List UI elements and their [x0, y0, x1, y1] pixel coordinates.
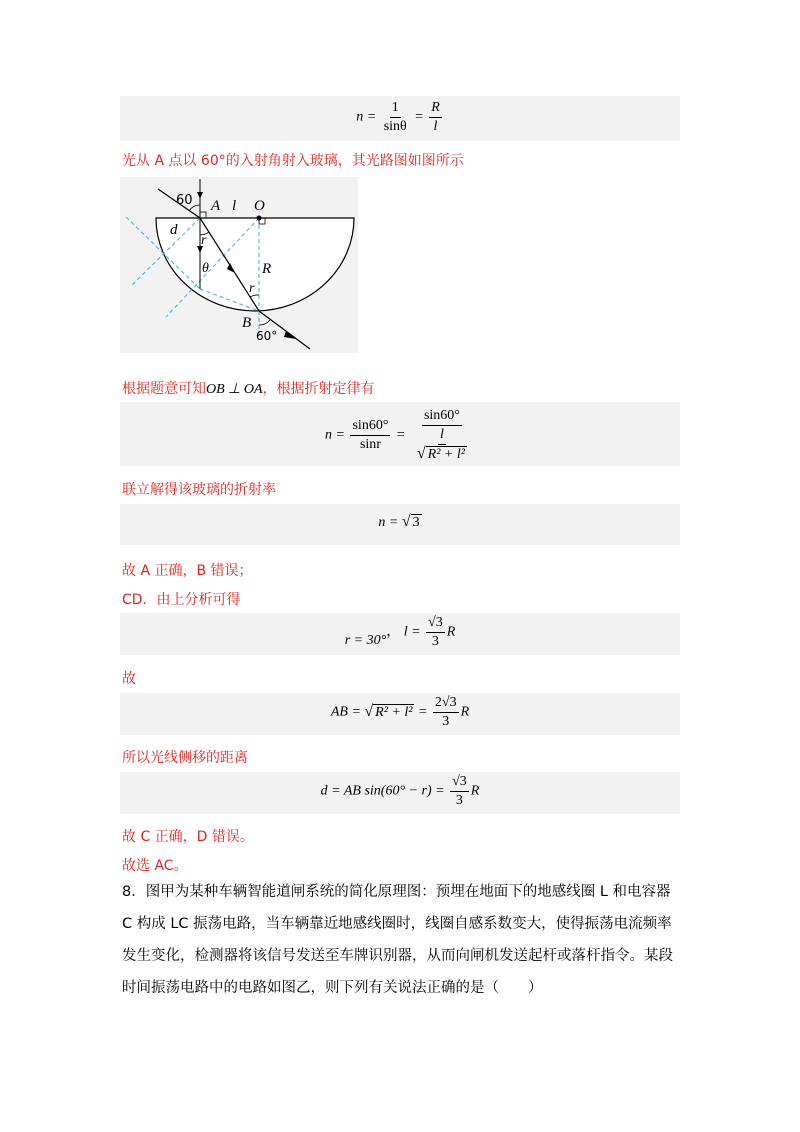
text-solve: 联立解得该玻璃的折射率 — [122, 482, 276, 498]
formula-box-5 — [120, 693, 680, 735]
fraction-R-l — [429, 100, 442, 135]
label-60-bottom: 60° — [256, 329, 278, 343]
frac-den: sinr — [359, 437, 381, 452]
frac-den: 3 — [431, 634, 439, 649]
text-answer-ac: 故选 AC。 — [122, 858, 188, 874]
label-O: O — [254, 198, 265, 214]
label-R: R — [262, 261, 272, 277]
math-R: R — [460, 704, 470, 720]
text-gu: 故 — [122, 671, 136, 687]
fraction-sqrt3-3 — [450, 774, 469, 809]
text-c-correct: 故 C 正确，D 错误。 — [122, 829, 254, 845]
frac-den: 3 — [442, 714, 450, 729]
sqrt-3: √ 3 — [401, 513, 420, 530]
formula-snell: n = $\frac{\sin 60^\circ}{\sin r}$ = sin60° l √ R² + l² — [120, 408, 680, 463]
frac-num: 1 — [390, 100, 401, 118]
label-theta: θ — [202, 261, 209, 276]
formula-ab: AB = √ R² + l² = $\frac{2√3}{3}$ R — [330, 695, 470, 729]
arrow-down-top — [197, 192, 203, 199]
optics-figure — [120, 177, 358, 353]
text-ab: 故 A 正确，B 错误； — [122, 563, 253, 579]
point-O — [257, 216, 262, 221]
text-perp-suffix: ，根据折射定律有 — [262, 381, 375, 397]
fraction-1-sin-theta — [382, 100, 409, 135]
math-AB-sin: AB sin(60° − r) — [343, 783, 432, 799]
label-A: A — [211, 198, 221, 214]
right-angle-A — [200, 212, 206, 218]
glass-semicircle — [156, 218, 354, 311]
fraction-l-sqrt — [415, 427, 469, 463]
formula-d: d = AB sin(60° − r) = $\frac{√3}{3}$ R — [320, 774, 480, 808]
frac-den: sinθ — [383, 119, 407, 134]
text-shift: 所以光线侧移的距离 — [122, 750, 248, 766]
fraction-sin60-over-l-ratio — [411, 408, 473, 463]
label-l: l — [232, 198, 237, 214]
frac-num: √3 — [426, 615, 445, 633]
frac-den-nested — [411, 426, 473, 463]
semicircle-refraction-diagram — [120, 177, 358, 353]
math-sep: ， — [386, 624, 401, 640]
arrow-emergent — [284, 331, 296, 339]
math-R: R — [470, 783, 480, 799]
radicand: 3 — [412, 515, 420, 530]
math-AB: AB — [330, 704, 348, 720]
math-ob-perp-oa: OB ⊥ OA — [206, 382, 263, 397]
radicand: R² + l² — [427, 447, 465, 462]
frac-num: R — [429, 100, 442, 118]
math-l: l — [403, 624, 408, 640]
frac-num: l — [438, 427, 446, 445]
formula-r-l: r = 30°， l = $\frac{√3}{3}$ R — [344, 615, 456, 649]
text-perp-prefix: 根据题意可知 — [122, 381, 206, 397]
frac-num: 2√3 — [433, 695, 459, 713]
formula-box-6 — [120, 772, 680, 814]
label-B: B — [242, 315, 252, 331]
sqrt-R2-l2: √ R² + l² — [416, 445, 465, 462]
formula-n-1-over-sin-theta: n = $\frac{1}{\sin\theta}$ = $\frac{R}{l}$ — [356, 100, 440, 134]
text-perp — [122, 378, 375, 398]
math-R: R — [446, 624, 456, 640]
label-60-top: 60 — [176, 193, 193, 208]
text-cd: CD．由上分析可得 — [122, 592, 241, 608]
math-r-30: r = 30° — [344, 632, 387, 648]
question-8: 8．图甲为某种车辆智能道闸系统的简化原理图：预埋在地面下的地感线圈 L 和电容器 C 构成 LC 振荡电路，当车辆靠近地感线圈时，线圈自感系数变大，使得振荡电流频率发生变化，检测器将该信号发送至车牌识别器，从而向闸机发送起杆或落杆指令。某段时间振荡电路中的电路如图乙，则下列有关说法正确的是（ ） — [122, 884, 673, 996]
frac-num: √3 — [450, 774, 469, 792]
fraction-sin60-sinr — [350, 418, 390, 453]
radicand: R² + l² — [375, 704, 413, 720]
frac-den: l — [433, 119, 438, 134]
frac-den: 3 — [455, 793, 463, 808]
text-light-path: 光从 A 点以 60°的入射角射入玻璃，其光路图如图所示 — [122, 153, 464, 169]
math-n: n — [378, 515, 386, 530]
label-d: d — [170, 222, 178, 238]
formula-box-4 — [120, 613, 680, 655]
formula-box-1 — [120, 96, 680, 141]
sqrt-R2-l2: √ R² + l² — [364, 702, 413, 720]
formula-n-sqrt3: n = √ 3 — [378, 513, 420, 530]
math-d: d — [320, 783, 328, 799]
arc-60-bottom — [259, 320, 270, 325]
frac-num: sin60° — [350, 418, 390, 436]
math-n: n — [356, 109, 364, 125]
formula-box-3 — [120, 504, 680, 545]
fraction-2sqrt3-3 — [433, 695, 459, 730]
label-r-top: r — [201, 233, 207, 248]
fraction-sqrt3-3 — [426, 615, 445, 650]
formula-box-2 — [120, 402, 680, 466]
frac-num: sin60° — [422, 408, 462, 426]
label-r-bottom: r — [249, 281, 255, 296]
math-n: n — [325, 427, 333, 443]
